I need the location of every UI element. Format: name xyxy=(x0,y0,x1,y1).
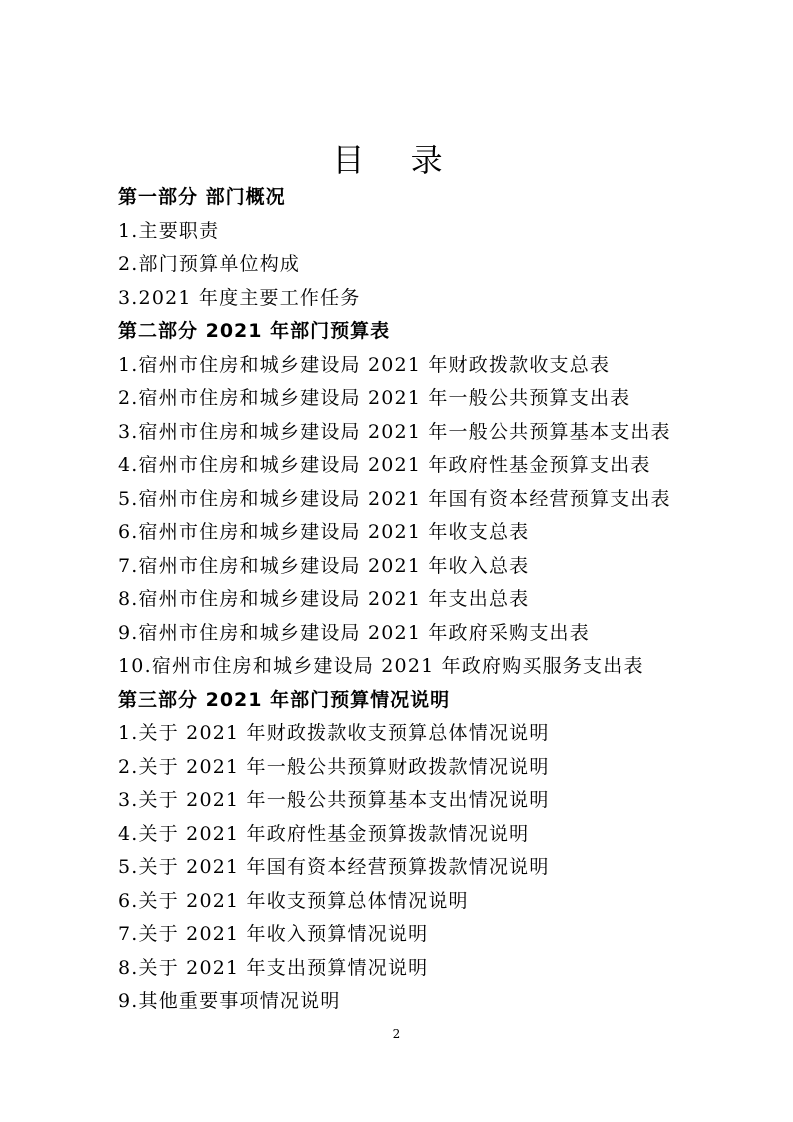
toc-item: 1.宿州市住房和城乡建设局 2021 年财政拨款收支总表 xyxy=(118,353,611,376)
toc-item: 1.主要职责 xyxy=(118,219,220,242)
toc-item: 7.关于 2021 年收入预算情况说明 xyxy=(118,923,429,945)
toc-item: 5.关于 2021 年国有资本经营预算拨款情况说明 xyxy=(118,856,550,878)
toc-item: 6.宿州市住房和城乡建设局 2021 年收支总表 xyxy=(118,521,530,543)
toc-item: 9.其他重要事项情况说明 xyxy=(118,990,341,1012)
table-of-contents xyxy=(118,181,758,1019)
toc-item: 8.宿州市住房和城乡建设局 2021 年支出总表 xyxy=(118,588,530,610)
page-title: 目 录 xyxy=(332,141,461,179)
toc-item: 3.2021 年度主要工作任务 xyxy=(118,286,361,309)
toc-item: 2.宿州市住房和城乡建设局 2021 年一般公共预算支出表 xyxy=(118,387,631,409)
section-heading: 第三部分 2021 年部门预算情况说明 xyxy=(118,688,451,711)
toc-item: 7.宿州市住房和城乡建设局 2021 年收入总表 xyxy=(118,554,530,577)
toc-item: 3.关于 2021 年一般公共预算基本支出情况说明 xyxy=(118,789,550,811)
toc-item: 8.关于 2021 年支出预算情况说明 xyxy=(118,956,429,979)
toc-item: 9.宿州市住房和城乡建设局 2021 年政府采购支出表 xyxy=(118,621,590,644)
toc-item: 4.关于 2021 年政府性基金预算拨款情况说明 xyxy=(118,822,530,845)
section-heading: 第二部分 2021 年部门预算表 xyxy=(118,320,391,342)
toc-item: 2.关于 2021 年一般公共预算财政拨款情况说明 xyxy=(118,755,550,778)
toc-item: 10.宿州市住房和城乡建设局 2021 年政府购买服务支出表 xyxy=(118,655,644,677)
section-heading: 第一部分 部门概况 xyxy=(118,186,286,208)
toc-item: 4.宿州市住房和城乡建设局 2021 年政府性基金预算支出表 xyxy=(118,454,651,476)
page-number: 2 xyxy=(392,1027,401,1041)
toc-item: 5.宿州市住房和城乡建设局 2021 年国有资本经营预算支出表 xyxy=(118,487,671,510)
toc-item: 6.关于 2021 年收支预算总体情况说明 xyxy=(118,889,469,912)
toc-item: 2.部门预算单位构成 xyxy=(118,253,301,275)
toc-item: 1.关于 2021 年财政拨款收支预算总体情况说明 xyxy=(118,722,550,744)
toc-item: 3.宿州市住房和城乡建设局 2021 年一般公共预算基本支出表 xyxy=(118,420,671,443)
